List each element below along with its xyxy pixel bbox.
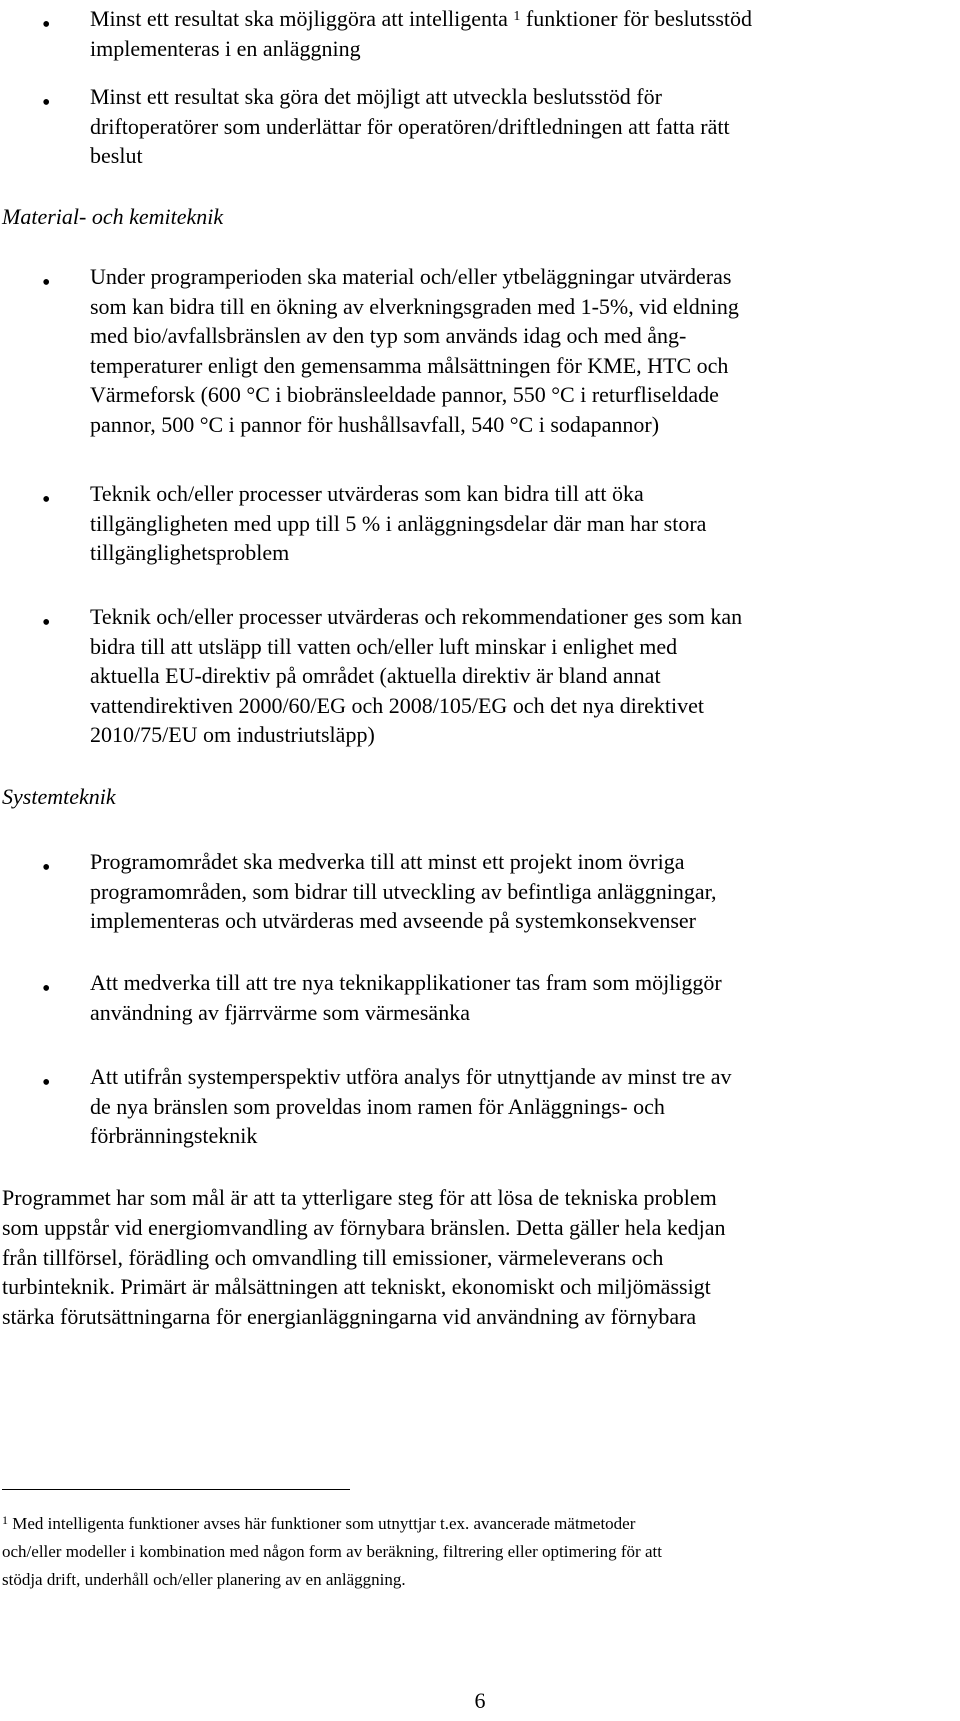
section-heading: Systemteknik — [2, 784, 116, 809]
list-item-text-part: funktioner för beslutsstöd implementeras i en anläggning — [90, 6, 753, 61]
list-item-text: Teknik och/eller processer utvärderas och rekommendationer ges som kan bidra till att utsläpp till vatten och/eller luft minskar i enlighet med aktuella EU-direktiv på området (aktuella direktiv är bland annat vattendirektiven 2000/60/EG och 2008/105/EG och det nya direktivet 2010/75/EU om industriutsläpp) — [90, 604, 743, 748]
list-item-text: Under programperioden ska material och/eller ytbeläggningar utvärderas som kan bidra till en ökning av elverkningsgraden med 1-5%, vid eldning med bio/avfallsbränslen av den typ som används idag och med ång- temperaturer enligt den gemensamma målsättningen för KME, HTC och Värmeforsk (600 °C i biobränsleeldade pannor, 550 °C i returfliseldade pannor, 500 °C i pannor för hushållsavfall, 540 °C i sodapannor) — [90, 264, 739, 437]
body-paragraph: Programmet har som mål är att ta ytterligare steg för att lösa de tekniska problem som uppstår vid energiomvandling av förnybara bränslen. Detta gäller hela kedjan från tillförsel, förädling och omvandling till emissioner, värmeleverans och turbinteknik. Primärt är målsättningen att tekniskt, ekonomiskt och miljömässigt stärka förutsättningarna för energianläggningarna vid användning av förnybara — [2, 1185, 726, 1330]
list-item-text: Att medverka till att tre nya teknikapplikationer tas fram som möjliggör användning av fjärrvärme som värmesänka — [90, 970, 722, 1025]
footnote-reference: 1 — [513, 9, 521, 24]
bullet-icon: • — [42, 12, 51, 38]
list-item-text-part: Minst ett resultat ska möjliggöra att intelligenta — [90, 6, 514, 31]
footnote — [2, 1510, 957, 1594]
bullet-icon: • — [42, 976, 51, 1002]
footnote-text: Med intelligenta funktioner avses här funktioner som utnyttjar t.ex. avancerade mätmetoder och/eller modeller i kombination med någon form av beräkning, filtrering eller optimering för att stödja drift, underhåll och/eller planering av en anläggning. — [2, 1514, 662, 1589]
bullet-icon: • — [42, 90, 51, 116]
bullet-icon: • — [42, 487, 51, 513]
footnote-separator — [2, 1489, 350, 1490]
page-number: 6 — [474, 1688, 486, 1713]
bullet-icon: • — [42, 270, 51, 296]
footnote-marker: 1 — [2, 1513, 8, 1527]
section-heading: Material- och kemiteknik — [2, 204, 224, 229]
list-item-text: Att utifrån systemperspektiv utföra analys för utnyttjande av minst tre av de nya bränslen som proveldas inom ramen för Anläggnings- och förbränningsteknik — [90, 1064, 732, 1149]
list-item-text — [90, 4, 956, 63]
bullet-icon: • — [42, 855, 51, 881]
bullet-icon: • — [42, 1070, 51, 1096]
list-item-text: Teknik och/eller processer utvärderas som kan bidra till att öka tillgängligheten med upp till 5 % i anläggningsdelar där man har stora tillgänglighetsproblem — [90, 481, 707, 566]
list-item-text: Programområdet ska medverka till att minst ett projekt inom övriga programområden, som bidrar till utveckling av befintliga anläggningar, implementeras och utvärderas med avseende på systemkonsekvenser — [90, 849, 717, 934]
list-item-text: Minst ett resultat ska göra det möjligt att utveckla beslutsstöd för driftoperatörer som underlättar för operatören/driftledningen att fatta rätt beslut — [90, 84, 730, 169]
bullet-icon: • — [42, 610, 51, 636]
